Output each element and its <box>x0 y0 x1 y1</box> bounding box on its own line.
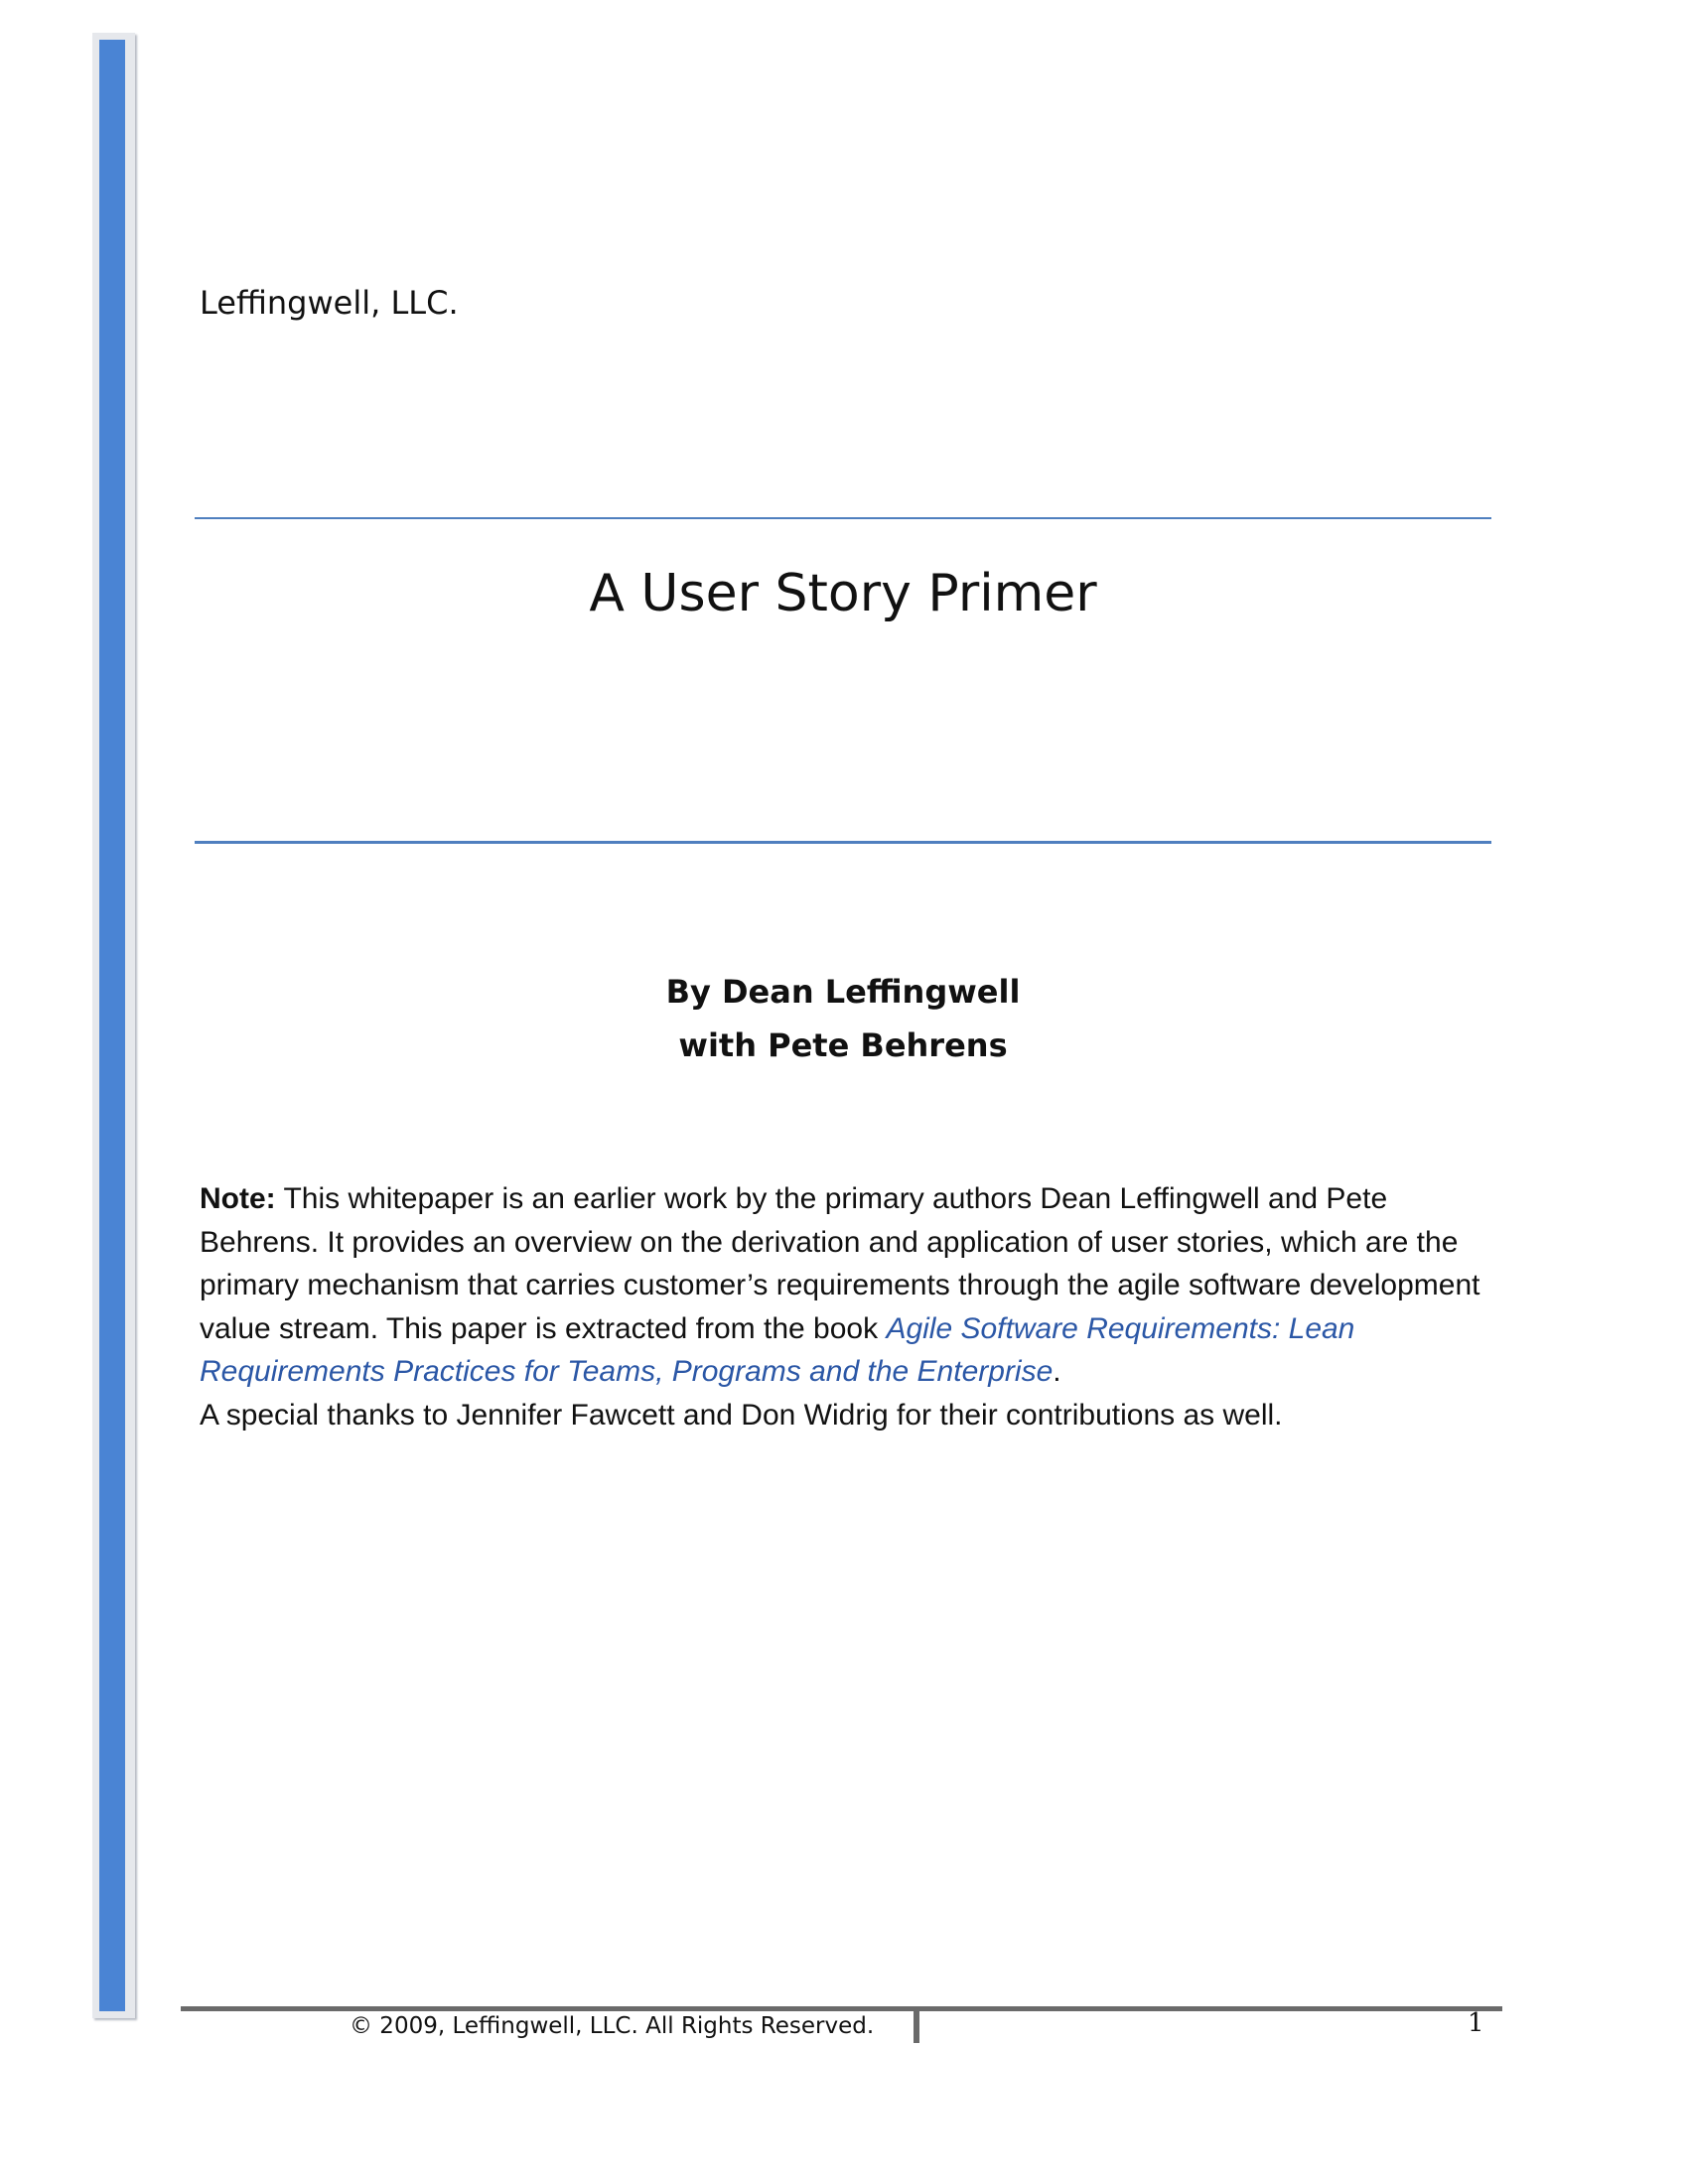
note-label: Note: <box>200 1182 276 1215</box>
title-rule-top <box>195 517 1491 519</box>
note-paragraph <box>200 1177 1490 1436</box>
footer-rule <box>181 2006 1502 2011</box>
author-line-primary: By Dean Leffingwell <box>665 973 1021 1011</box>
thanks-text: A special thanks to Jennifer Fawcett and Don Widrig for their contributions as well. <box>200 1398 1283 1432</box>
title-rule-bottom <box>195 841 1491 844</box>
note-text-end: . <box>1053 1355 1061 1388</box>
footer-divider-tick <box>914 2009 919 2043</box>
note-text: This whitepaper is an earlier work by the primary authors Dean Leffingwell and Pete Behrens. It provides an overview on the derivation and application of user stories, which are the primary mechanism that carries customer’s requirements through the agile software development value stream. This paper is extracted from the book <box>200 1182 1480 1345</box>
footer-copyright: © 2009, Leffingwell, LLC. All Rights Reserved. <box>350 2013 875 2039</box>
authors-block <box>195 965 1491 1072</box>
company-name: Leffingwell, LLC. <box>200 284 459 322</box>
left-decorative-bar <box>92 33 135 2018</box>
page-number: 1 <box>1468 2008 1484 2038</box>
book-title-link[interactable]: Agile Software Requirements: Lean Requirements Practices for Teams, Programs and the Enterprise <box>200 1311 1355 1388</box>
author-line-secondary: with Pete Behrens <box>678 1026 1008 1064</box>
document-title: A User Story Primer <box>589 564 1097 623</box>
left-decorative-bar-fill <box>99 40 125 2011</box>
